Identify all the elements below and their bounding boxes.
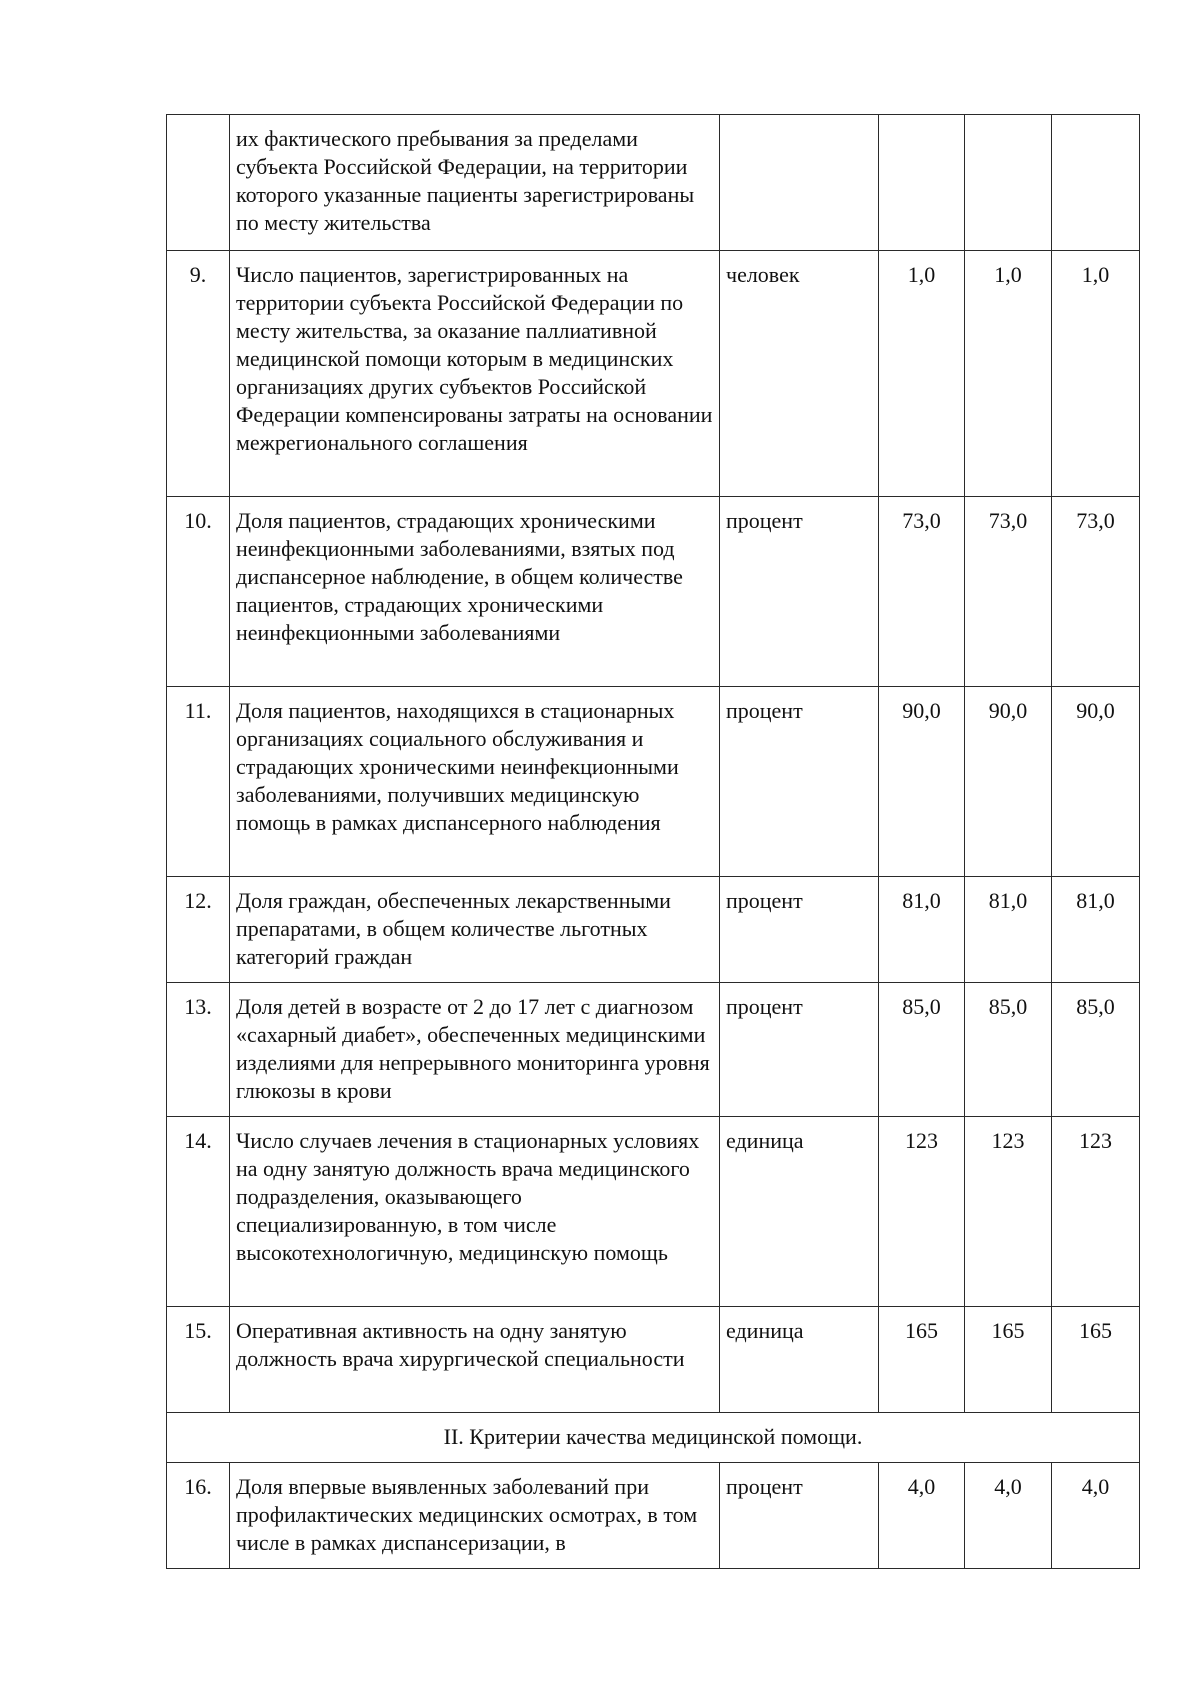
row-value-3: 81,0 [1052,877,1140,983]
row-number: 16. [167,1463,230,1569]
row-unit: процент [720,983,879,1117]
section-title: II. Критерии качества медицинской помощи. [167,1413,1140,1463]
row-unit: процент [720,1463,879,1569]
row-value-2: 90,0 [965,687,1052,877]
row-unit: процент [720,687,879,877]
row-value-1 [879,115,965,251]
row-unit: человек [720,251,879,497]
row-description: Доля впервые выявленных заболеваний при профилактических медицинских осмотрах, в том числе в рамках диспансеризации, в [230,1463,720,1569]
row-value-1: 165 [879,1307,965,1413]
row-value-2: 165 [965,1307,1052,1413]
row-value-2: 123 [965,1117,1052,1307]
table-row [167,251,1140,497]
row-value-2 [965,115,1052,251]
row-unit: процент [720,877,879,983]
row-number: 11. [167,687,230,877]
row-value-3: 123 [1052,1117,1140,1307]
row-value-3: 4,0 [1052,1463,1140,1569]
row-unit [720,115,879,251]
table-row [167,1463,1140,1569]
row-value-2: 81,0 [965,877,1052,983]
row-value-1: 81,0 [879,877,965,983]
table-row [167,983,1140,1117]
row-number: 14. [167,1117,230,1307]
row-value-3: 1,0 [1052,251,1140,497]
row-description: их фактического пребывания за пределами субъекта Российской Федерации, на территории которого указанные пациенты зарегистрированы по месту жительства [230,115,720,251]
row-description: Доля граждан, обеспеченных лекарственными препаратами, в общем количестве льготных категорий граждан [230,877,720,983]
row-number [167,115,230,251]
row-value-1: 85,0 [879,983,965,1117]
row-description: Доля пациентов, находящихся в стационарных организациях социального обслуживания и страдающих хроническими неинфекционными заболеваниями, получивших медицинскую помощь в рамках диспансерного наблюдения [230,687,720,877]
table-row [167,877,1140,983]
row-number: 10. [167,497,230,687]
criteria-table [166,114,1140,1569]
table-row [167,497,1140,687]
row-description: Число случаев лечения в стационарных условиях на одну занятую должность врача медицинского подразделения, оказывающего специализированную, в том числе высокотехнологичную, медицинскую помощь [230,1117,720,1307]
row-number: 9. [167,251,230,497]
row-value-1: 123 [879,1117,965,1307]
table-row [167,1117,1140,1307]
row-value-2: 4,0 [965,1463,1052,1569]
row-value-3: 73,0 [1052,497,1140,687]
row-value-2: 1,0 [965,251,1052,497]
row-value-1: 73,0 [879,497,965,687]
row-description: Доля детей в возрасте от 2 до 17 лет с диагнозом «сахарный диабет», обеспеченных медицинскими изделиями для непрерывного мониторинга уровня глюкозы в крови [230,983,720,1117]
table-row [167,115,1140,251]
row-number: 13. [167,983,230,1117]
row-unit: процент [720,497,879,687]
row-value-2: 85,0 [965,983,1052,1117]
row-unit: единица [720,1117,879,1307]
row-description: Число пациентов, зарегистрированных на территории субъекта Российской Федерации по месту жительства, за оказание паллиативной медицинской помощи которым в медицинских организациях других субъектов Российской Федерации компенсированы затраты на основании межрегионального соглашения [230,251,720,497]
row-description: Оперативная активность на одну занятую должность врача хирургической специальности [230,1307,720,1413]
row-value-1: 1,0 [879,251,965,497]
row-description: Доля пациентов, страдающих хроническими неинфекционными заболеваниями, взятых под диспансерное наблюдение, в общем количестве пациентов, страдающих хроническими неинфекционными заболеваниями [230,497,720,687]
table-row [167,687,1140,877]
row-value-3: 90,0 [1052,687,1140,877]
row-number: 12. [167,877,230,983]
row-unit: единица [720,1307,879,1413]
row-value-1: 4,0 [879,1463,965,1569]
table-row [167,1307,1140,1413]
section-header-row [167,1413,1140,1463]
row-value-3 [1052,115,1140,251]
row-value-2: 73,0 [965,497,1052,687]
row-value-3: 85,0 [1052,983,1140,1117]
row-number: 15. [167,1307,230,1413]
row-value-3: 165 [1052,1307,1140,1413]
row-value-1: 90,0 [879,687,965,877]
